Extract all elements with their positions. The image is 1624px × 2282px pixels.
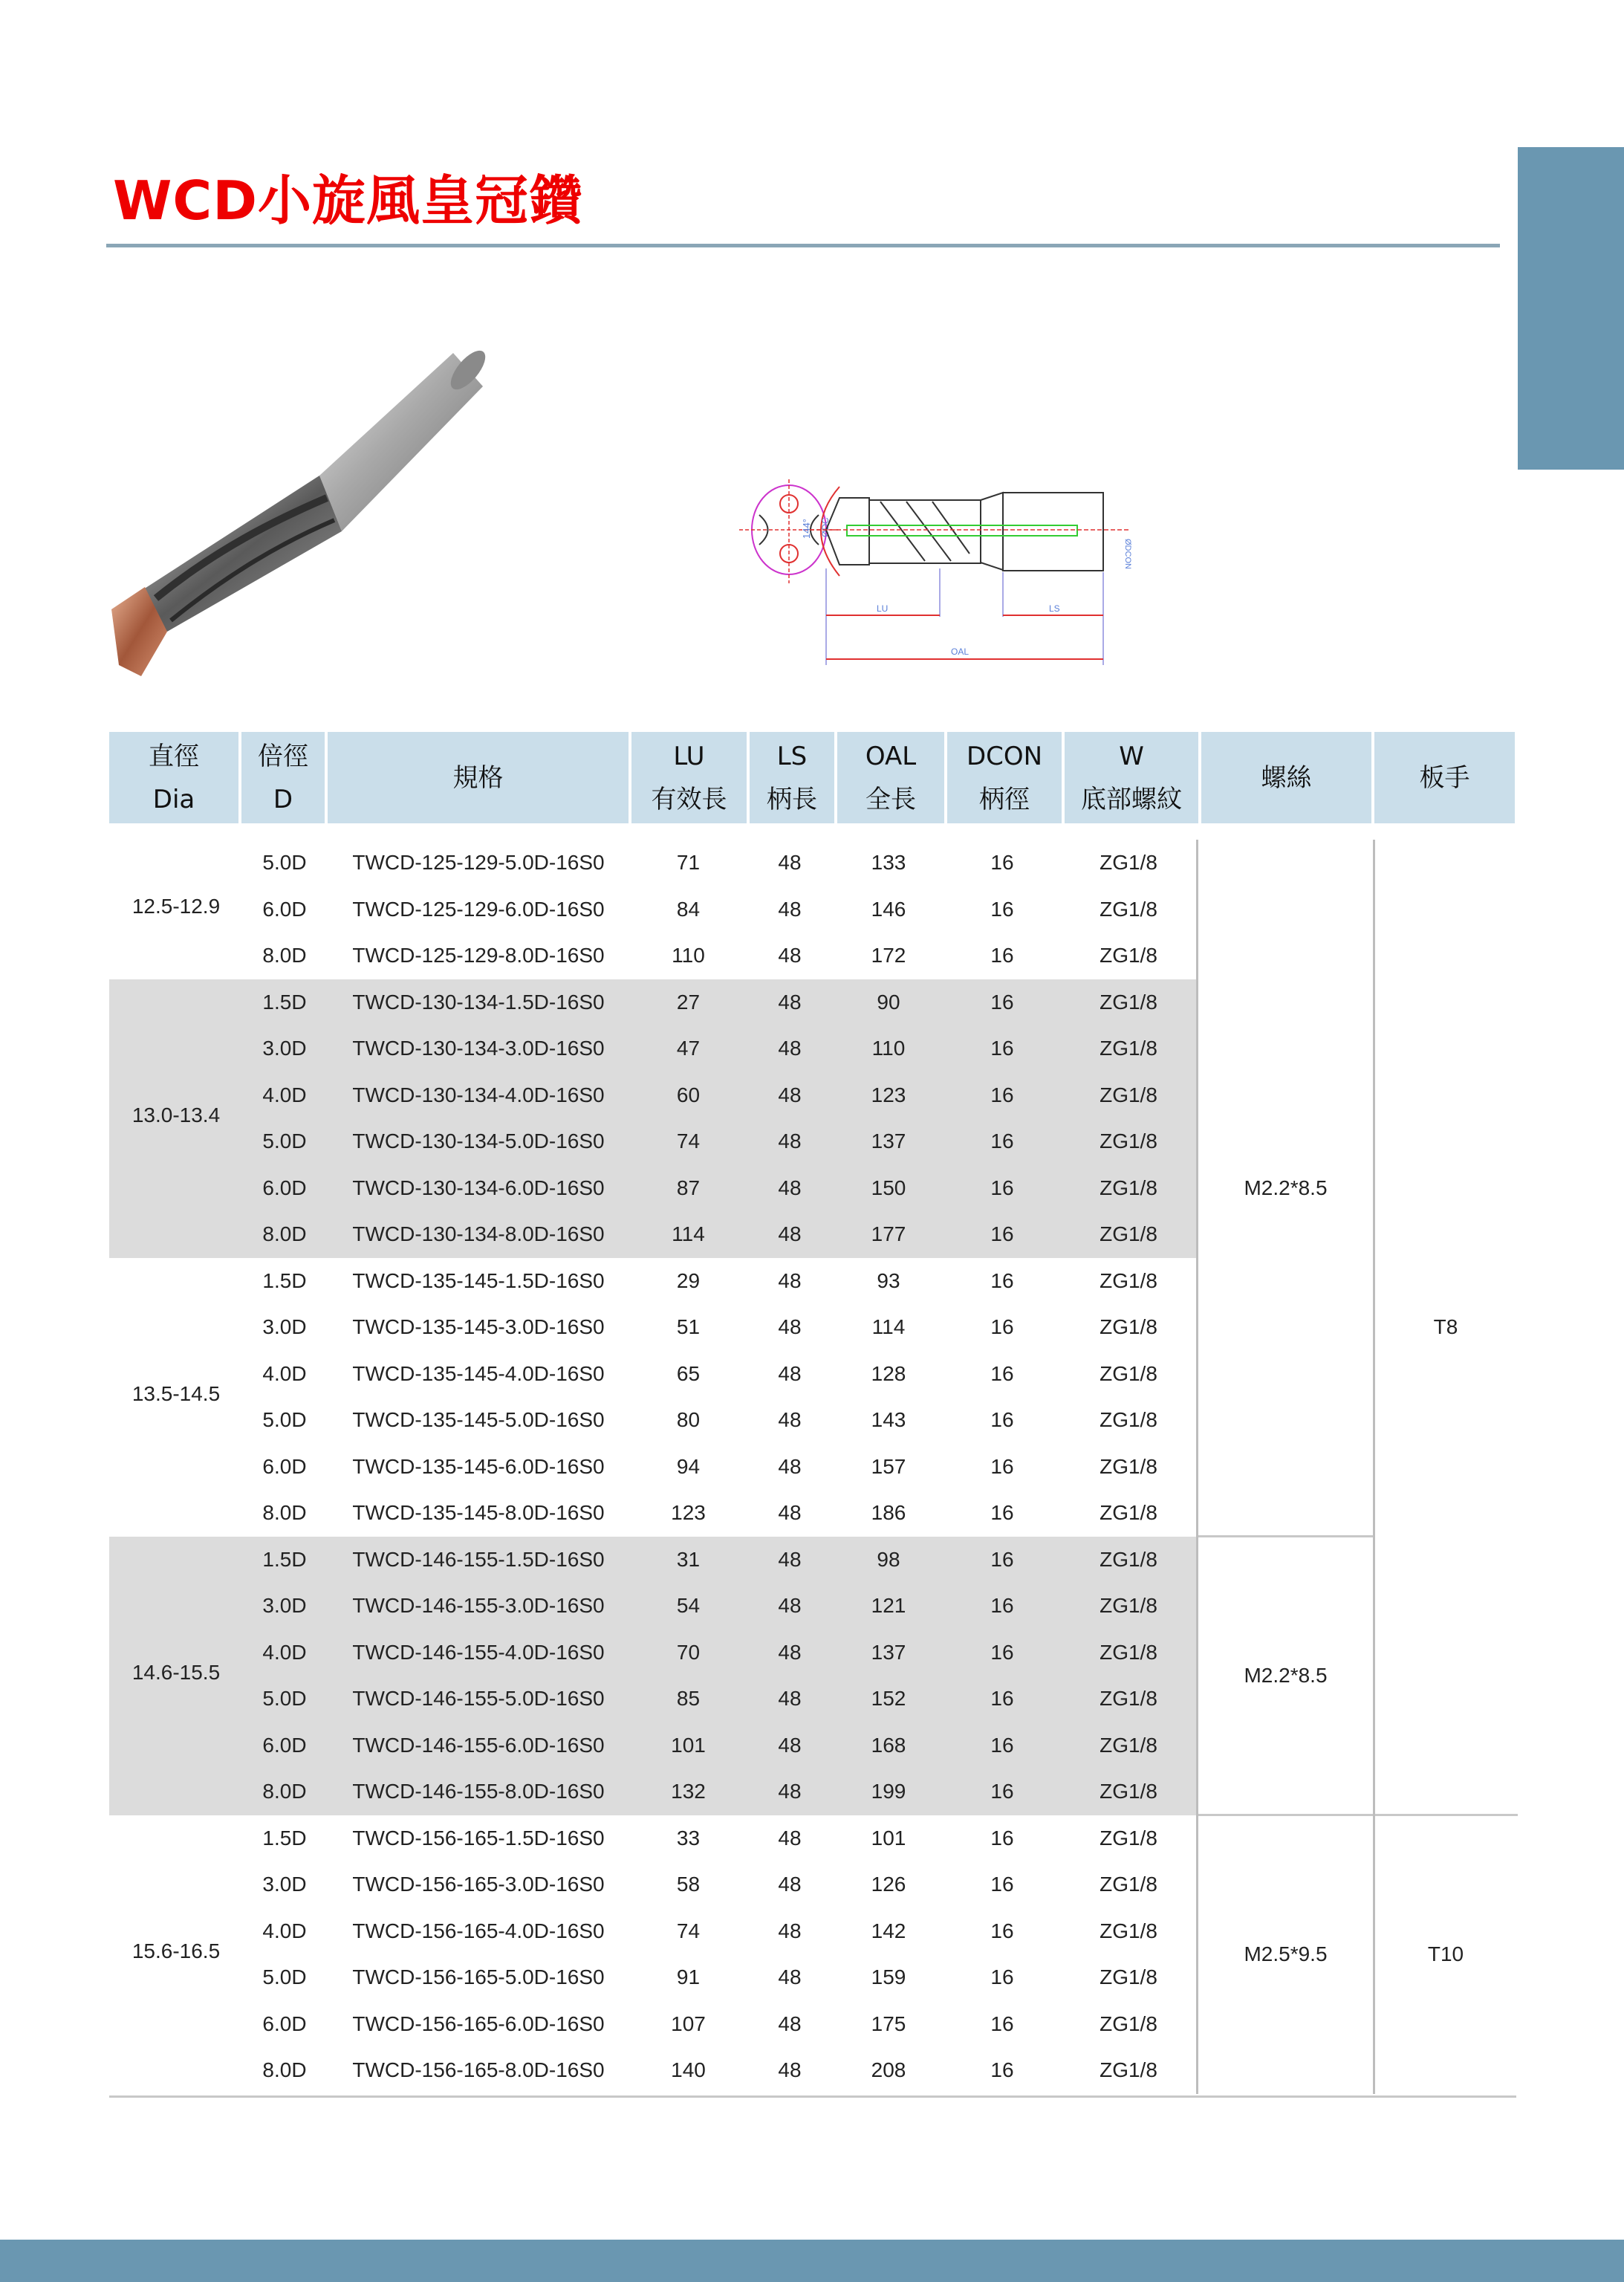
cell-spec: TWCD-156-165-3.0D-16S0 bbox=[352, 1873, 605, 1896]
cell-d: 6.0D bbox=[262, 1733, 307, 1757]
cell-ls: 48 bbox=[778, 1547, 802, 1571]
cell-spec: TWCD-146-155-5.0D-16S0 bbox=[352, 1687, 605, 1710]
cell-dcon: 16 bbox=[990, 944, 1014, 967]
cell-oal: 152 bbox=[871, 1687, 906, 1710]
table-row bbox=[109, 886, 1196, 933]
cell-w: ZG1/8 bbox=[1100, 1873, 1157, 1896]
screw-cell: M2.5*9.5 bbox=[1244, 1942, 1328, 1965]
cell-lu: 107 bbox=[671, 2012, 706, 2035]
header-ls: LS 柄長 bbox=[750, 732, 834, 823]
cell-dcon: 16 bbox=[990, 1873, 1014, 1896]
header-wrench: 板手 bbox=[1374, 732, 1515, 823]
cell-ls: 48 bbox=[778, 1826, 802, 1850]
cell-lu: 140 bbox=[671, 2058, 706, 2081]
cell-w: ZG1/8 bbox=[1100, 1547, 1157, 1571]
cell-oal: 137 bbox=[871, 1640, 906, 1664]
cell-d: 1.5D bbox=[262, 1268, 307, 1292]
cell-dcon: 16 bbox=[990, 1687, 1014, 1710]
cell-lu: 74 bbox=[676, 1129, 701, 1153]
table-row bbox=[109, 1444, 1196, 1491]
table-row bbox=[109, 1954, 1196, 2001]
table-row bbox=[109, 1490, 1196, 1537]
cell-lu: 84 bbox=[676, 897, 701, 921]
cell-d: 1.5D bbox=[262, 1547, 307, 1571]
footer-bar bbox=[0, 2240, 1624, 2282]
cell-lu: 87 bbox=[676, 1176, 701, 1199]
cell-ls: 48 bbox=[778, 1687, 802, 1710]
cell-oal: 172 bbox=[871, 944, 906, 967]
cell-w: ZG1/8 bbox=[1100, 1408, 1157, 1431]
cell-w: ZG1/8 bbox=[1100, 1315, 1157, 1338]
cell-spec: TWCD-125-129-6.0D-16S0 bbox=[352, 897, 605, 921]
cell-w: ZG1/8 bbox=[1100, 1083, 1157, 1106]
cell-dcon: 16 bbox=[990, 1037, 1014, 1060]
cell-dcon: 16 bbox=[990, 1594, 1014, 1617]
cell-ls: 48 bbox=[778, 1873, 802, 1896]
cell-w: ZG1/8 bbox=[1100, 1222, 1157, 1245]
cell-dcon: 16 bbox=[990, 1268, 1014, 1292]
cell-spec: TWCD-146-155-1.5D-16S0 bbox=[352, 1547, 605, 1571]
cell-lu: 91 bbox=[676, 1965, 701, 1988]
dia-group bbox=[109, 840, 1196, 979]
dia-range: 14.6-15.5 bbox=[131, 1661, 221, 1684]
table-row bbox=[109, 1118, 1196, 1165]
dia-group bbox=[109, 1258, 1196, 1537]
table-row bbox=[109, 840, 1196, 886]
cell-d: 8.0D bbox=[262, 1780, 307, 1803]
cell-spec: TWCD-135-145-3.0D-16S0 bbox=[352, 1315, 605, 1338]
cell-spec: TWCD-135-145-5.0D-16S0 bbox=[352, 1408, 605, 1431]
cell-oal: 128 bbox=[871, 1361, 906, 1385]
cell-lu: 132 bbox=[671, 1780, 706, 1803]
cell-lu: 58 bbox=[676, 1873, 701, 1896]
cell-lu: 80 bbox=[676, 1408, 701, 1431]
drill-product-image bbox=[104, 327, 773, 698]
header-dia: 直徑 Dia bbox=[109, 732, 238, 823]
cell-d: 8.0D bbox=[262, 1501, 307, 1524]
cell-d: 5.0D bbox=[262, 1129, 307, 1153]
ls-label: LS bbox=[1049, 603, 1060, 614]
cell-dcon: 16 bbox=[990, 851, 1014, 874]
header-d: 倍徑 D bbox=[241, 732, 325, 823]
cell-dcon: 16 bbox=[990, 1222, 1014, 1245]
table-row bbox=[109, 979, 1196, 1026]
cell-dcon: 16 bbox=[990, 1408, 1014, 1431]
cell-d: 1.5D bbox=[262, 990, 307, 1014]
title-divider bbox=[106, 244, 1500, 247]
cell-oal: 150 bbox=[871, 1176, 906, 1199]
cell-spec: TWCD-130-134-5.0D-16S0 bbox=[352, 1129, 605, 1153]
cell-w: ZG1/8 bbox=[1100, 944, 1157, 967]
cell-lu: 123 bbox=[671, 1501, 706, 1524]
table-row bbox=[109, 1211, 1196, 1258]
table-row bbox=[109, 933, 1196, 979]
cell-spec: TWCD-130-134-8.0D-16S0 bbox=[352, 1222, 605, 1245]
cell-spec: TWCD-130-134-1.5D-16S0 bbox=[352, 990, 605, 1014]
cell-oal: 110 bbox=[871, 1037, 906, 1060]
cell-spec: TWCD-125-129-8.0D-16S0 bbox=[352, 944, 605, 967]
cell-lu: 70 bbox=[676, 1640, 701, 1664]
cell-w: ZG1/8 bbox=[1100, 897, 1157, 921]
table-row bbox=[109, 1861, 1196, 1908]
dia-range: 12.5-12.9 bbox=[131, 894, 221, 918]
cell-oal: 101 bbox=[871, 1826, 906, 1850]
wrench-cell: T8 bbox=[1433, 1315, 1458, 1339]
dimension-lines bbox=[826, 568, 1103, 665]
cell-oal: 121 bbox=[871, 1594, 906, 1617]
cell-oal: 90 bbox=[877, 990, 900, 1014]
cell-w: ZG1/8 bbox=[1100, 1176, 1157, 1199]
cell-dcon: 16 bbox=[990, 1780, 1014, 1803]
table-row bbox=[109, 2001, 1196, 2048]
table-row bbox=[109, 1304, 1196, 1351]
angle-label: 144° bbox=[801, 519, 812, 539]
cell-ls: 48 bbox=[778, 1501, 802, 1524]
cell-w: ZG1/8 bbox=[1100, 1780, 1157, 1803]
cell-oal: 143 bbox=[871, 1408, 906, 1431]
cell-w: ZG1/8 bbox=[1100, 1361, 1157, 1385]
cell-lu: 74 bbox=[676, 1919, 701, 1942]
cell-dcon: 16 bbox=[990, 2058, 1014, 2081]
cell-w: ZG1/8 bbox=[1100, 1268, 1157, 1292]
table-row bbox=[109, 1165, 1196, 1212]
cell-w: ZG1/8 bbox=[1100, 1826, 1157, 1850]
cell-oal: 98 bbox=[877, 1547, 900, 1571]
cell-spec: TWCD-135-145-8.0D-16S0 bbox=[352, 1501, 605, 1524]
screw-cell: M2.2*8.5 bbox=[1244, 1176, 1328, 1199]
cell-ls: 48 bbox=[778, 1780, 802, 1803]
cell-w: ZG1/8 bbox=[1100, 1733, 1157, 1757]
cell-d: 4.0D bbox=[262, 1083, 307, 1106]
cell-d: 6.0D bbox=[262, 897, 307, 921]
cell-w: ZG1/8 bbox=[1100, 1129, 1157, 1153]
cell-ls: 48 bbox=[778, 1176, 802, 1199]
cell-w: ZG1/8 bbox=[1100, 2012, 1157, 2035]
cell-oal: 142 bbox=[871, 1919, 906, 1942]
cell-lu: 47 bbox=[676, 1037, 701, 1060]
technical-drawing bbox=[735, 457, 1516, 665]
cell-oal: 126 bbox=[871, 1873, 906, 1896]
lu-label: LU bbox=[877, 603, 889, 614]
cell-spec: TWCD-156-165-4.0D-16S0 bbox=[352, 1919, 605, 1942]
cell-spec: TWCD-156-165-5.0D-16S0 bbox=[352, 1965, 605, 1988]
cell-ls: 48 bbox=[778, 990, 802, 1014]
table-row bbox=[109, 1722, 1196, 1769]
cell-spec: TWCD-130-134-6.0D-16S0 bbox=[352, 1176, 605, 1199]
cell-lu: 27 bbox=[676, 990, 701, 1014]
cell-ls: 48 bbox=[778, 897, 802, 921]
table-row bbox=[109, 1258, 1196, 1305]
cell-lu: 54 bbox=[676, 1594, 701, 1617]
cell-spec: TWCD-156-165-1.5D-16S0 bbox=[352, 1826, 605, 1850]
table-row bbox=[109, 1537, 1196, 1584]
cell-d: 3.0D bbox=[262, 1037, 307, 1060]
cell-d: 3.0D bbox=[262, 1873, 307, 1896]
cell-d: 4.0D bbox=[262, 1640, 307, 1664]
cell-spec: TWCD-130-134-3.0D-16S0 bbox=[352, 1037, 605, 1060]
cell-oal: 186 bbox=[871, 1501, 906, 1524]
cell-spec: TWCD-156-165-8.0D-16S0 bbox=[352, 2058, 605, 2081]
cell-ls: 48 bbox=[778, 851, 802, 874]
cell-ls: 48 bbox=[778, 1315, 802, 1338]
cell-lu: 114 bbox=[672, 1222, 705, 1245]
row-divider bbox=[1198, 1535, 1373, 1537]
cell-lu: 29 bbox=[676, 1268, 701, 1292]
cell-spec: TWCD-146-155-4.0D-16S0 bbox=[352, 1640, 605, 1664]
cell-w: ZG1/8 bbox=[1100, 1037, 1157, 1060]
cell-spec: TWCD-156-165-6.0D-16S0 bbox=[352, 2012, 605, 2035]
cell-ls: 48 bbox=[778, 2058, 802, 2081]
cell-oal: 177 bbox=[871, 1222, 906, 1245]
cell-ls: 48 bbox=[778, 1919, 802, 1942]
cell-d: 5.0D bbox=[262, 851, 307, 874]
dia-group bbox=[109, 1815, 1196, 2094]
table-row bbox=[109, 1769, 1196, 1815]
cell-d: 6.0D bbox=[262, 1454, 307, 1478]
cell-lu: 101 bbox=[671, 1733, 706, 1757]
drill-shank bbox=[319, 345, 491, 531]
page-title: WCD小旋風皇冠鑽 bbox=[113, 169, 584, 232]
cell-w: ZG1/8 bbox=[1100, 1687, 1157, 1710]
dcon-label: ØDCON bbox=[1123, 539, 1132, 569]
header-lu: LU 有效長 bbox=[631, 732, 747, 823]
cell-ls: 48 bbox=[778, 1454, 802, 1478]
cell-oal: 146 bbox=[871, 897, 906, 921]
table-row bbox=[109, 1630, 1196, 1676]
cell-ls: 48 bbox=[778, 1733, 802, 1757]
cell-w: ZG1/8 bbox=[1100, 2058, 1157, 2081]
cell-w: ZG1/8 bbox=[1100, 1454, 1157, 1478]
cell-w: ZG1/8 bbox=[1100, 1965, 1157, 1988]
column-divider bbox=[1373, 840, 1375, 2094]
cell-dcon: 16 bbox=[990, 1454, 1014, 1478]
cell-ls: 48 bbox=[778, 1361, 802, 1385]
cell-lu: 71 bbox=[676, 851, 701, 874]
cell-spec: TWCD-146-155-6.0D-16S0 bbox=[352, 1733, 605, 1757]
cell-ls: 48 bbox=[778, 1965, 802, 1988]
cell-d: 6.0D bbox=[262, 1176, 307, 1199]
cell-lu: 51 bbox=[676, 1315, 701, 1338]
cell-oal: 137 bbox=[871, 1129, 906, 1153]
cell-spec: TWCD-146-155-8.0D-16S0 bbox=[352, 1780, 605, 1803]
cell-w: ZG1/8 bbox=[1100, 1640, 1157, 1664]
cell-oal: 133 bbox=[871, 851, 906, 874]
cell-lu: 31 bbox=[676, 1547, 701, 1571]
cell-dcon: 16 bbox=[990, 897, 1014, 921]
dc-label: ØDC bbox=[820, 517, 831, 537]
cell-dcon: 16 bbox=[990, 1361, 1014, 1385]
column-divider bbox=[1196, 840, 1198, 2094]
cell-dcon: 16 bbox=[990, 1965, 1014, 1988]
cell-dcon: 16 bbox=[990, 1919, 1014, 1942]
cell-d: 8.0D bbox=[262, 1222, 307, 1245]
dia-range: 13.5-14.5 bbox=[131, 1382, 221, 1405]
cell-ls: 48 bbox=[778, 1408, 802, 1431]
dia-range: 15.6-16.5 bbox=[131, 1939, 221, 1962]
cell-w: ZG1/8 bbox=[1100, 1594, 1157, 1617]
cell-spec: TWCD-125-129-5.0D-16S0 bbox=[352, 851, 605, 874]
cell-dcon: 16 bbox=[990, 1640, 1014, 1664]
cell-dcon: 16 bbox=[990, 1083, 1014, 1106]
cell-w: ZG1/8 bbox=[1100, 1501, 1157, 1524]
cell-spec: TWCD-146-155-3.0D-16S0 bbox=[352, 1594, 605, 1617]
cell-w: ZG1/8 bbox=[1100, 1919, 1157, 1942]
cell-d: 4.0D bbox=[262, 1919, 307, 1942]
cell-dcon: 16 bbox=[990, 2012, 1014, 2035]
cell-oal: 168 bbox=[871, 1733, 906, 1757]
header-screw: 螺絲 bbox=[1201, 732, 1371, 823]
cell-oal: 93 bbox=[877, 1268, 900, 1292]
cell-lu: 65 bbox=[676, 1361, 701, 1385]
wrench-cell: T10 bbox=[1427, 1942, 1464, 1965]
cell-spec: TWCD-135-145-6.0D-16S0 bbox=[352, 1454, 605, 1478]
spec-table-header bbox=[109, 732, 1515, 823]
cell-d: 1.5D bbox=[262, 1826, 307, 1850]
table-row bbox=[109, 1351, 1196, 1398]
cell-lu: 110 bbox=[672, 944, 705, 967]
dia-group bbox=[109, 1537, 1196, 1815]
cell-ls: 48 bbox=[778, 1037, 802, 1060]
cell-d: 8.0D bbox=[262, 944, 307, 967]
table-bottom-rule bbox=[109, 2095, 1516, 2098]
table-row bbox=[109, 1397, 1196, 1444]
cell-d: 5.0D bbox=[262, 1408, 307, 1431]
table-row bbox=[109, 1908, 1196, 1955]
cell-d: 4.0D bbox=[262, 1361, 307, 1385]
table-row bbox=[109, 1583, 1196, 1630]
cell-dcon: 16 bbox=[990, 1501, 1014, 1524]
oal-label: OAL bbox=[951, 646, 969, 657]
cell-oal: 208 bbox=[871, 2058, 906, 2081]
cell-dcon: 16 bbox=[990, 1547, 1014, 1571]
cell-oal: 123 bbox=[871, 1083, 906, 1106]
drill-flute-body bbox=[141, 476, 342, 632]
cell-oal: 199 bbox=[871, 1780, 906, 1803]
table-row bbox=[109, 1072, 1196, 1119]
cell-lu: 60 bbox=[676, 1083, 701, 1106]
screw-cell: M2.2*8.5 bbox=[1244, 1664, 1328, 1687]
cell-ls: 48 bbox=[778, 1594, 802, 1617]
cell-spec: TWCD-135-145-1.5D-16S0 bbox=[352, 1268, 605, 1292]
cell-lu: 85 bbox=[676, 1687, 701, 1710]
side-view bbox=[801, 487, 1132, 576]
header-w: W 底部螺紋 bbox=[1065, 732, 1198, 823]
cell-ls: 48 bbox=[778, 2012, 802, 2035]
cell-spec: TWCD-130-134-4.0D-16S0 bbox=[352, 1083, 605, 1106]
cell-dcon: 16 bbox=[990, 990, 1014, 1014]
cell-d: 3.0D bbox=[262, 1594, 307, 1617]
cell-ls: 48 bbox=[778, 1640, 802, 1664]
cell-oal: 157 bbox=[871, 1454, 906, 1478]
cell-ls: 48 bbox=[778, 1222, 802, 1245]
table-row bbox=[109, 2047, 1196, 2094]
cell-dcon: 16 bbox=[990, 1315, 1014, 1338]
dia-range: 13.0-13.4 bbox=[131, 1103, 221, 1127]
table-row bbox=[109, 1676, 1196, 1722]
cell-dcon: 16 bbox=[990, 1176, 1014, 1199]
header-dcon: DCON 柄徑 bbox=[947, 732, 1062, 823]
cell-dcon: 16 bbox=[990, 1733, 1014, 1757]
cell-dcon: 16 bbox=[990, 1129, 1014, 1153]
table-row bbox=[109, 1815, 1196, 1862]
cell-spec: TWCD-135-145-4.0D-16S0 bbox=[352, 1361, 605, 1385]
cell-w: ZG1/8 bbox=[1100, 990, 1157, 1014]
cell-dcon: 16 bbox=[990, 1826, 1014, 1850]
header-oal: OAL 全長 bbox=[837, 732, 944, 823]
cell-d: 6.0D bbox=[262, 2012, 307, 2035]
cell-d: 3.0D bbox=[262, 1315, 307, 1338]
table-row bbox=[109, 1025, 1196, 1072]
cell-d: 8.0D bbox=[262, 2058, 307, 2081]
cell-lu: 94 bbox=[676, 1454, 701, 1478]
cell-d: 5.0D bbox=[262, 1687, 307, 1710]
cell-lu: 33 bbox=[676, 1826, 701, 1850]
cell-d: 5.0D bbox=[262, 1965, 307, 1988]
side-tab-marker bbox=[1518, 147, 1624, 470]
cell-oal: 175 bbox=[871, 2012, 906, 2035]
header-spec: 規格 bbox=[328, 732, 629, 823]
cell-ls: 48 bbox=[778, 1129, 802, 1153]
cell-ls: 48 bbox=[778, 944, 802, 967]
dia-group bbox=[109, 979, 1196, 1258]
cell-ls: 48 bbox=[778, 1268, 802, 1292]
cell-oal: 114 bbox=[871, 1315, 906, 1338]
cell-oal: 159 bbox=[871, 1965, 906, 1988]
cell-w: ZG1/8 bbox=[1100, 851, 1157, 874]
cell-ls: 48 bbox=[778, 1083, 802, 1106]
